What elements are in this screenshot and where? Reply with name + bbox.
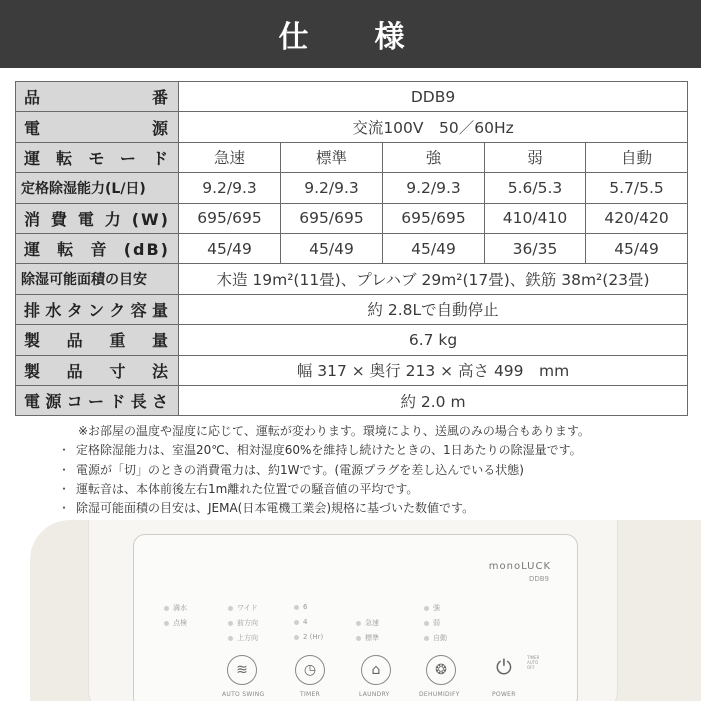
spec-cell: 45/49: [586, 233, 688, 263]
led-indicator: 点検: [164, 618, 187, 628]
table-row: [16, 203, 688, 233]
led-indicator: 急速: [356, 618, 379, 628]
led-indicator: 2 (Hr): [294, 633, 323, 641]
power-icon: ⏻: [496, 655, 512, 679]
table-row: [16, 233, 688, 263]
power-side-label: TIMER AUTO OFF: [527, 655, 540, 670]
table-row: [16, 325, 688, 355]
note-bullet: ・: [58, 481, 71, 496]
note-bullet: ・: [58, 443, 71, 458]
note-item: ・ 除湿可能面積の目安は、JEMA(日本電機工業会)規格に基づいた数値です。: [78, 499, 698, 518]
mode-cell: 自動: [586, 142, 688, 172]
spec-cell: 5.6/5.3: [485, 173, 586, 203]
table-row: [16, 112, 688, 142]
spec-cell: 410/410: [485, 203, 586, 233]
spec-cell: 5.7/5.5: [586, 173, 688, 203]
button-label: TIMER: [300, 691, 321, 698]
spec-cell: 36/35: [485, 233, 586, 263]
mode-cell: 強: [383, 142, 485, 172]
spec-cell: 9.2/9.3: [281, 173, 383, 203]
table-row: [16, 142, 688, 172]
led-indicator: ワイド: [228, 603, 258, 613]
spec-value: 交流100V 50／60Hz: [179, 112, 688, 142]
spec-label: 運転モード: [16, 142, 179, 172]
spec-table: [15, 81, 688, 416]
led-indicator: 標準: [356, 633, 379, 643]
spec-cell: 9.2/9.3: [179, 173, 281, 203]
spec-label: 排水タンク容量: [16, 294, 179, 324]
led-indicator: 弱: [424, 618, 440, 628]
spec-cell: 45/49: [383, 233, 485, 263]
power-button[interactable]: [496, 655, 512, 679]
led-indicator: 満水: [164, 603, 187, 613]
led-indicator: 4: [294, 618, 307, 626]
note-intro: ※お部屋の温度や湿度に応じて、運転が変わります。環境により、送風のみの場合もあります。: [78, 424, 590, 438]
spec-label: 電源: [16, 112, 179, 142]
button-label: LAUNDRY: [359, 691, 390, 698]
spec-value: 約 2.0 m: [179, 385, 688, 415]
note-item: ・ 電源が「切」のときの消費電力は、約1Wです。(電源プラグを差し込んでいる状態): [78, 461, 698, 480]
note-item: ・ 運転音は、本体前後左右1m離れた位置での騒音値の平均です。: [78, 480, 698, 499]
header-banner: [0, 0, 701, 68]
led-indicator: 強: [424, 603, 440, 613]
mode-cell: 急速: [179, 142, 281, 172]
led-indicator: 自動: [424, 633, 447, 643]
spec-label: 運転音(dB): [16, 233, 179, 263]
table-row: [16, 82, 688, 112]
spec-value: 6.7 kg: [179, 325, 688, 355]
mode-cell: 標準: [281, 142, 383, 172]
control-panel: [133, 534, 578, 701]
spec-label: 製品重量: [16, 325, 179, 355]
spec-label: 消費電力(W): [16, 203, 179, 233]
spec-value: DDB9: [179, 82, 688, 112]
spec-cell: 695/695: [179, 203, 281, 233]
wave-icon: ≋: [236, 662, 248, 678]
hanger-icon: ⌂: [371, 662, 381, 678]
spec-value: 幅 317 × 奥行 213 × 高さ 499 mm: [179, 355, 688, 385]
spec-label: 定格除湿能力(L/日): [16, 173, 179, 203]
drop-icon: ❂: [435, 662, 447, 678]
mode-cell: 弱: [485, 142, 586, 172]
spec-label: 製品寸法: [16, 355, 179, 385]
note-bullet: ・: [58, 462, 71, 477]
spec-cell: 695/695: [281, 203, 383, 233]
led-indicator: 6: [294, 603, 307, 611]
button-label: DEHUMIDIFY: [419, 691, 460, 698]
spec-cell: 9.2/9.3: [383, 173, 485, 203]
note-bullet: ・: [58, 501, 71, 516]
note-item: ・ 定格除湿能力は、室温20℃、相対湿度60%を維持し続けたときの、1日あたりの除湿量です。: [78, 441, 698, 460]
led-indicator: 前方向: [228, 618, 258, 628]
spec-cell: 695/695: [383, 203, 485, 233]
product-photo: [0, 520, 701, 701]
timer-button[interactable]: [295, 655, 325, 685]
brand-logo: monoLUCK: [488, 561, 551, 572]
laundry-button[interactable]: [361, 655, 391, 685]
spec-notes: [58, 422, 698, 518]
table-row: [16, 264, 688, 294]
table-row: [16, 173, 688, 203]
spec-cell: 45/49: [179, 233, 281, 263]
spec-cell: 45/49: [281, 233, 383, 263]
table-row: [16, 385, 688, 415]
table-row: [16, 294, 688, 324]
led-indicator: 上方向: [228, 633, 258, 643]
dehumidify-button[interactable]: [426, 655, 456, 685]
button-label: POWER: [492, 691, 516, 698]
spec-label: 品番: [16, 82, 179, 112]
spec-label: 電源コード長さ: [16, 385, 179, 415]
table-row: [16, 355, 688, 385]
spec-value: 木造 19m²(11畳)、プレハブ 29m²(17畳)、鉄筋 38m²(23畳): [179, 264, 688, 294]
spec-value: 約 2.8Lで自動停止: [179, 294, 688, 324]
spec-cell: 420/420: [586, 203, 688, 233]
model-label: DDB9: [528, 575, 549, 583]
clock-icon: ◷: [303, 662, 317, 678]
button-label: AUTO SWING: [222, 691, 265, 698]
spec-label: 除湿可能面積の目安: [16, 264, 179, 294]
page-title: 仕 様: [278, 20, 423, 55]
auto-swing-button[interactable]: [227, 655, 257, 685]
